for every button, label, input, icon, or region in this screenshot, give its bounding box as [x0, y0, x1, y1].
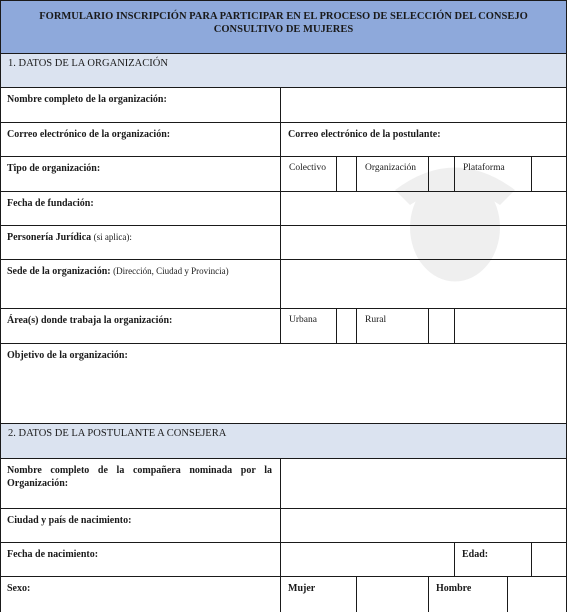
birthplace-label: Ciudad y país de nacimiento: — [0, 508, 280, 542]
headquarters-label-cell — [0, 259, 280, 308]
birthdate-field[interactable] — [280, 542, 454, 576]
age-label: Edad: — [454, 542, 531, 576]
option-urbana: Urbana — [280, 308, 336, 343]
option-rural: Rural — [356, 308, 428, 343]
org-name-label: Nombre completo de la organización: — [0, 87, 280, 122]
work-area-blank — [454, 308, 567, 343]
headquarters-note: (Dirección, Ciudad y Provincia) — [113, 266, 229, 276]
checkbox-plataforma[interactable] — [531, 156, 567, 191]
legal-status-note: (si aplica): — [93, 232, 132, 242]
checkbox-mujer[interactable] — [356, 576, 428, 612]
checkbox-hombre[interactable] — [507, 576, 567, 612]
legal-status-label: Personería Jurídica — [7, 232, 92, 243]
objective-field[interactable]: Objetivo de la organización: — [0, 343, 567, 423]
founding-date-label: Fecha de fundación: — [0, 191, 280, 225]
sex-label: Sexo: — [0, 576, 280, 612]
org-name-field[interactable] — [280, 87, 567, 122]
section-applicant-heading: 2. DATOS DE LA POSTULANTE A CONSEJERA — [0, 423, 567, 458]
birthdate-label: Fecha de nacimiento: — [0, 542, 280, 576]
birthplace-field[interactable] — [280, 508, 567, 542]
nominee-name-label: Nombre completo de la compañera nominada por la Organización: — [0, 458, 280, 508]
applicant-email-label: Correo electrónico de la postulante: — [280, 122, 567, 156]
nominee-name-field[interactable] — [280, 458, 567, 508]
section-organization-heading: 1. DATOS DE LA ORGANIZACIÓN — [0, 53, 567, 87]
headquarters-field[interactable] — [280, 259, 567, 308]
age-field[interactable] — [531, 542, 567, 576]
work-area-label: Área(s) donde trabaja la organización: — [0, 308, 280, 343]
org-type-label: Tipo de organización: — [0, 156, 280, 191]
option-mujer: Mujer — [280, 576, 356, 612]
headquarters-label: Sede de la organización: — [7, 266, 111, 277]
form-title: FORMULARIO INSCRIPCIÓN PARA PARTICIPAR EN EL PROCESO DE SELECCIÓN DEL CONSEJO CONSULTIVO DE MUJERES — [0, 0, 567, 54]
checkbox-colectivo[interactable] — [336, 156, 356, 191]
checkbox-urbana[interactable] — [336, 308, 356, 343]
option-colectivo: Colectivo — [280, 156, 336, 191]
option-organizacion: Organización — [356, 156, 428, 191]
option-plataforma: Plataforma — [454, 156, 531, 191]
checkbox-rural[interactable] — [428, 308, 454, 343]
legal-status-field[interactable] — [280, 225, 567, 259]
option-hombre: Hombre — [428, 576, 507, 612]
org-email-label: Correo electrónico de la organización: — [0, 122, 280, 156]
legal-status-label-cell — [0, 225, 280, 259]
founding-date-field[interactable] — [280, 191, 567, 225]
checkbox-organizacion[interactable] — [428, 156, 454, 191]
